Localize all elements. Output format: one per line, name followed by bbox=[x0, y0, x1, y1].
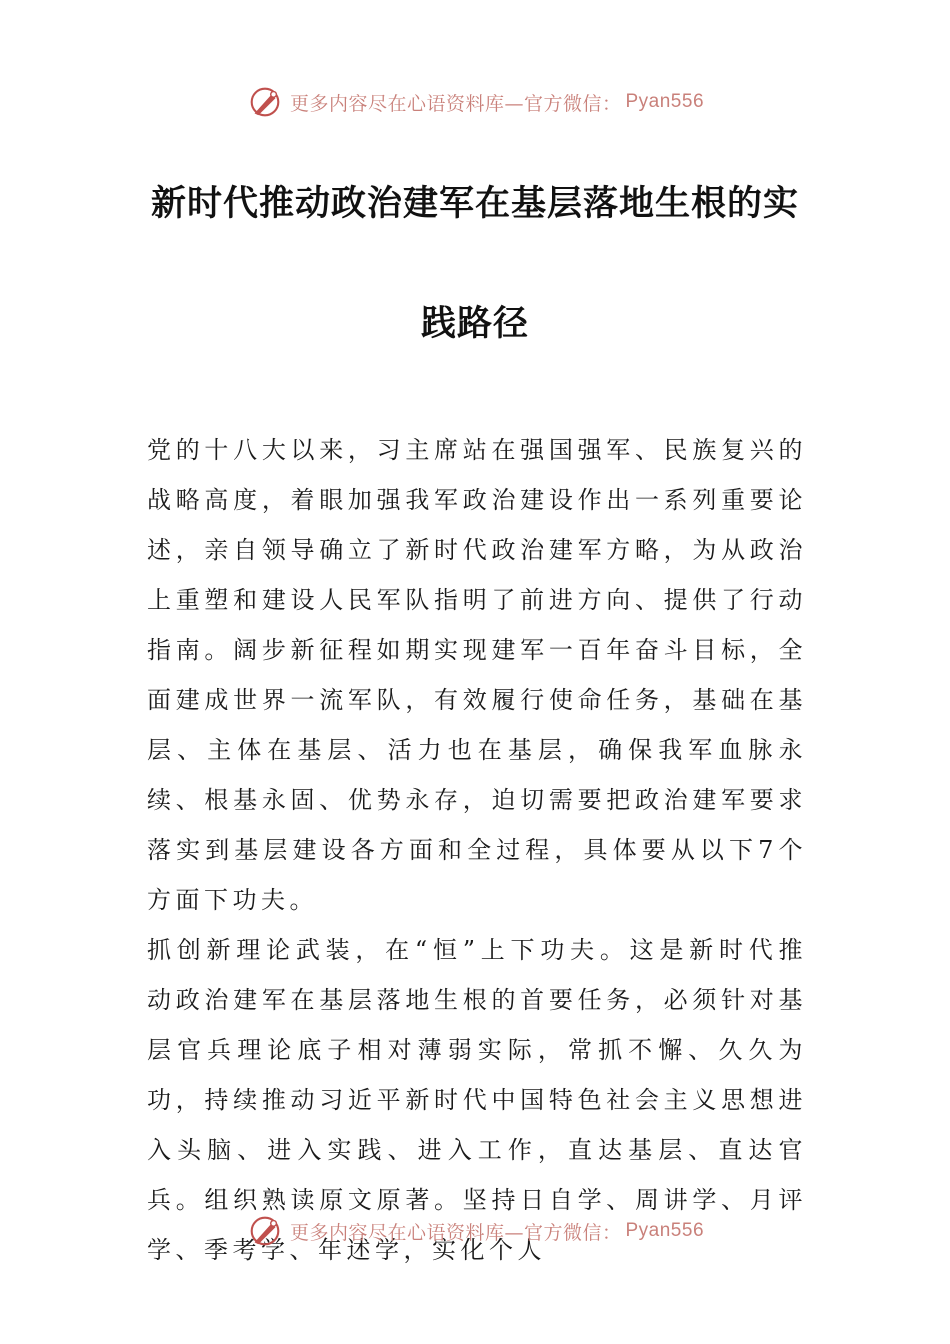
pen-nib-logo-icon bbox=[246, 83, 284, 121]
header-watermark bbox=[0, 82, 950, 122]
watermark-text: 更多内容尽在心语资料库—官方微信： bbox=[289, 92, 622, 115]
paragraph-intro: 党的十八大以来，习主席站在强国强军、民族复兴的战略高度，着眼加强我军政治建设作出一系列重要论述，亲自领导确立了新时代政治建军方略，为从政治上重塑和建设人民军队指明了前进方向、提供了行动指南。阔步新征程如期实现建军一百年奋斗目标，全面建成世界一流军队，有效履行使命任务，基础在基层、主体在基层、活力也在基层，确保我军血脉永续、根基永固、优势永存，迫切需要把政治建军要求落实到基层建设各方面和全过程，具体要从以下7个方面下功夫。 bbox=[147, 436, 807, 914]
pen-nib-logo-icon bbox=[246, 1212, 284, 1250]
footer-watermark bbox=[0, 1211, 950, 1251]
watermark-wechat-id: Pyan556 bbox=[625, 91, 705, 112]
document-title-line-2: 践路径 bbox=[420, 304, 529, 344]
document-body bbox=[147, 425, 807, 1275]
document-title-line-1: 新时代推动政治建军在基层落地生根的实 bbox=[150, 184, 799, 224]
watermark-text: 更多内容尽在心语资料库—官方微信： bbox=[289, 1221, 622, 1244]
paragraph-theory-arming: 抓创新理论武装，在“恒”上下功夫。这是新时代推动政治建军在基层落地生根的首要任务，必须针对基层官兵理论底子相对薄弱实际，常抓不懈、久久为功，持续推动习近平新时代中国特色社会主义思想进入头脑、进入实践、进入工作，直达基层、直达官兵。组织熟读原文原著。坚持日自学、周讲学、月评学、季考学、年述学，实化个人 bbox=[147, 936, 807, 1264]
watermark-wechat-id: Pyan556 bbox=[625, 1220, 705, 1241]
